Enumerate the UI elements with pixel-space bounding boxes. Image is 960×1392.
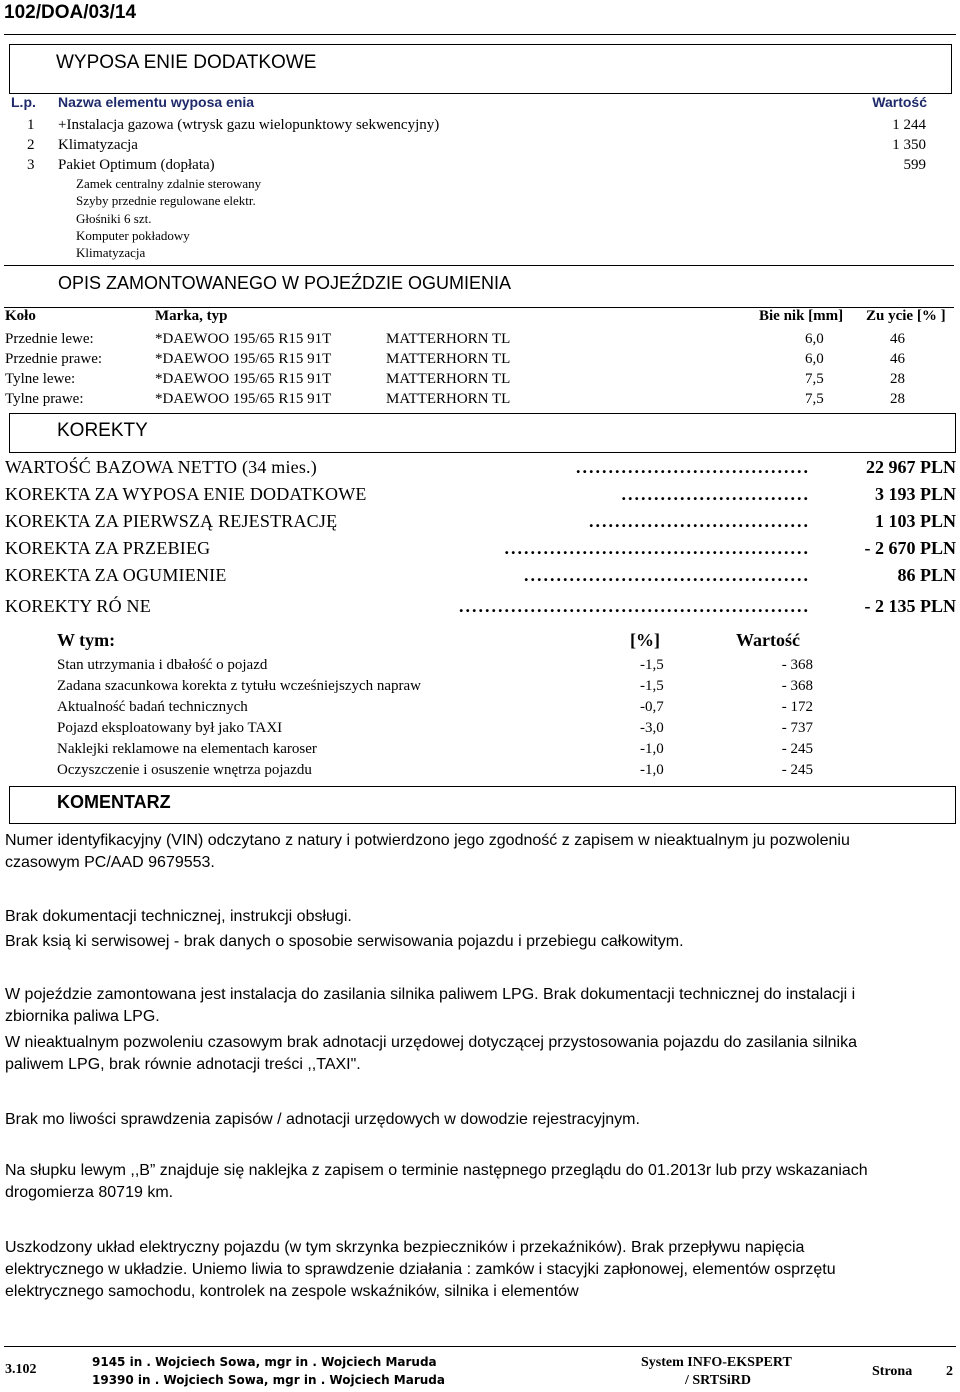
breakdown-label: Zadana szacunkowa korekta z tytułu wcześniejszych napraw	[57, 678, 422, 694]
col-value-header: Wartość	[872, 94, 927, 110]
correction-amount: 22 967 PLN	[866, 457, 956, 477]
package-sub-item: Komputer pokładowy	[76, 228, 190, 243]
breakdown-value: - 172	[781, 699, 813, 715]
table-row	[0, 157, 960, 177]
breakdown-label: Oczyszczenie i osuszenie wnętrza pojazdu	[57, 762, 312, 778]
correction-row	[0, 457, 960, 483]
row-value: 1 350	[892, 137, 926, 153]
document-id: 102/DOA/03/14	[4, 2, 137, 23]
dot-leader: ..................................	[589, 511, 810, 531]
comment-paragraph: Uszkodzony układ elektryczny pojazdu (w tym skrzynka bezpieczników i przekaźników). Brak przepływu napięcia elektrycznego w układzie. Uniemo liwia to sprawdzenie działania : zamków i stacyjki zapłonowej, elementów osprzętu elektrycznego samochodu, kontrolek na zespole wskaźników, silnika i elementów	[5, 1239, 836, 1300]
table-row	[0, 762, 960, 782]
tyre-size: *DAEWOO 195/65 R15 91T	[155, 351, 332, 367]
wheel-position: Przednie lewe:	[5, 331, 94, 347]
wheel-position: Tylne lewe:	[5, 371, 76, 387]
tyre-model: MATTERHORN TL	[386, 351, 511, 367]
correction-amount: - 2 670 PLN	[864, 538, 956, 558]
comment-paragraph: W nieaktualnym pozwoleniu czasowym brak adnotacji urzędowej dotyczącej przystosowania pojazdu do zasilania silnika paliwem LPG, brak równie adnotacji treści ,,TAXI".	[5, 1034, 857, 1073]
correction-amount: 3 193 PLN	[875, 484, 956, 504]
row-number: 1	[27, 117, 35, 133]
breakdown-value: - 245	[781, 741, 813, 757]
package-sub-item: Zamek centralny zdalnie sterowany	[76, 176, 262, 191]
correction-row	[0, 596, 960, 622]
tyres-section-title: OPIS ZAMONTOWANEGO W POJEŹDZIE OGUMIENIA	[58, 273, 512, 293]
correction-amount: - 2 135 PLN	[864, 596, 956, 616]
col-tread-header: Bie nik [mm]	[759, 308, 844, 324]
correction-amount: 1 103 PLN	[875, 511, 956, 531]
comment-paragraph: W pojeździe zamontowana jest instalacja do zasilania silnika paliwem LPG. Brak dokumentacji technicznej do instalacji i zbiornika paliwa LPG.	[5, 986, 856, 1025]
tread-depth: 6,0	[805, 331, 824, 347]
table-row	[0, 741, 960, 761]
correction-label: WARTOŚĆ BAZOWA NETTO (34 mies.)	[5, 457, 317, 477]
footer-authors-line1: 9145 in . Wojciech Sowa, mgr in . Wojciech Maruda	[92, 1355, 437, 1369]
breakdown-value: - 368	[781, 678, 813, 694]
dot-leader: ......................................................	[459, 596, 810, 616]
breakdown-pct: -1,0	[640, 762, 664, 778]
comment-paragraph: Na słupku lewym ,,B” znajduje się naklejka z zapisem o terminie następnego przeglądu do 01.2013r lub przy wskazaniach drogomierza 80719 km.	[5, 1162, 868, 1201]
tread-depth: 7,5	[805, 391, 824, 407]
breakdown-value: - 368	[781, 657, 813, 673]
breakdown-label: Naklejki reklamowe na elementach karoser	[57, 741, 317, 757]
comment-paragraph: Brak dokumentacji technicznej, instrukcji obsługi.	[5, 908, 352, 925]
comment-paragraph: Numer identyfikacyjny (VIN) odczytano z natury i potwierdzono jego zgodność z zapisem w nieaktualnym ju pozwoleniu czasowym PC/AAD 9679553.	[5, 832, 850, 871]
footer-page-number: 2	[946, 1364, 953, 1379]
table-row	[0, 371, 960, 391]
correction-row	[0, 484, 960, 510]
correction-label: KOREKTA ZA WYPOSA ENIE DODATKOWE	[5, 484, 367, 504]
footer-system: System INFO-EKSPERT	[641, 1355, 792, 1370]
col-lp-header: L.p.	[11, 94, 36, 110]
row-description: Pakiet Optimum (dopłata)	[58, 157, 215, 173]
table-row	[0, 657, 960, 677]
row-number: 2	[27, 137, 35, 153]
breakdown-pct: -0,7	[640, 699, 664, 715]
breakdown-label: Pojazd eksploatowany był jako TAXI	[57, 720, 283, 736]
row-number: 3	[27, 157, 35, 173]
breakdown-label: Stan utrzymania i dbałość o pojazd	[57, 657, 268, 673]
header-divider	[4, 34, 956, 35]
correction-row	[0, 565, 960, 591]
dot-leader: ....................................	[576, 457, 810, 477]
breakdown-pct: -1,5	[640, 678, 664, 694]
table-row	[0, 351, 960, 371]
footer-system-sub: / SRTSiRD	[685, 1373, 752, 1388]
comment-paragraph: Brak mo liwości sprawdzenia zapisów / adnotacji urzędowych w dowodzie rejestracyjnym.	[5, 1111, 640, 1128]
corrections-section-box	[9, 413, 956, 453]
col-wheel-header: Koło	[5, 308, 36, 324]
tyre-model: MATTERHORN TL	[386, 331, 511, 347]
breakdown-value: - 245	[781, 762, 813, 778]
correction-label: KOREKTA ZA PRZEBIEG	[5, 538, 211, 558]
package-sub-item: Głośniki 6 szt.	[76, 211, 152, 226]
correction-label: KOREKTA ZA OGUMIENIE	[5, 565, 227, 585]
row-description: Klimatyzacja	[58, 137, 138, 153]
dot-leader: .............................	[621, 484, 810, 504]
package-sub-item: Szyby przednie regulowane elektr.	[76, 193, 256, 208]
table-row	[0, 117, 960, 137]
correction-amount: 86 PLN	[897, 565, 956, 585]
footer-authors-line2: 19390 in . Wojciech Sowa, mgr in . Wojciech Maruda	[92, 1373, 445, 1387]
tread-depth: 6,0	[805, 351, 824, 367]
dot-leader: ............................................	[524, 565, 810, 585]
table-row	[0, 137, 960, 157]
col-name-header: Nazwa elementu wyposa enia	[58, 94, 255, 110]
tyre-wear: 46	[890, 331, 905, 347]
comments-section-title: KOMENTARZ	[57, 792, 171, 812]
correction-label: KOREKTY RÓ NE	[5, 596, 151, 616]
footer-divider	[4, 1346, 956, 1347]
tread-depth: 7,5	[805, 371, 824, 387]
comments-section-box	[9, 786, 956, 824]
tyre-model: MATTERHORN TL	[386, 391, 511, 407]
breakdown-head-pct: [%]	[630, 630, 660, 650]
table-row	[0, 391, 960, 411]
tyre-size: *DAEWOO 195/65 R15 91T	[155, 371, 332, 387]
row-value: 599	[903, 157, 926, 173]
tyre-wear: 46	[890, 351, 905, 367]
table-row	[0, 720, 960, 740]
correction-row	[0, 538, 960, 564]
row-value: 1 244	[892, 117, 926, 133]
correction-row	[0, 511, 960, 537]
col-wear-header: Zu ycie [% ]	[866, 308, 946, 324]
equipment-table-header	[11, 94, 955, 113]
table-row	[0, 678, 960, 698]
table-row	[0, 331, 960, 351]
row-description: +Instalacja gazowa (wtrysk gazu wielopunktowy sekwencyjny)	[58, 117, 440, 133]
correction-label: KOREKTA ZA PIERWSZĄ REJESTRACJĘ	[5, 511, 338, 531]
tyre-wear: 28	[890, 371, 905, 387]
tyre-wear: 28	[890, 391, 905, 407]
corrections-section-title: KOREKTY	[57, 420, 148, 441]
package-sub-item: Klimatyzacja	[76, 245, 146, 260]
equipment-section-box	[9, 44, 952, 94]
footer-version: 3.102	[5, 1362, 37, 1377]
breakdown-label: Aktualność badań technicznych	[57, 699, 248, 715]
table-row	[0, 699, 960, 719]
breakdown-pct: -1,0	[640, 741, 664, 757]
equipment-section-title: WYPOSA ENIE DODATKOWE	[56, 52, 317, 73]
breakdown-pct: -3,0	[640, 720, 664, 736]
dot-leader: ...............................................	[504, 538, 810, 558]
wheel-position: Tylne prawe:	[5, 391, 84, 407]
footer-page-label: Strona	[872, 1364, 913, 1379]
tyre-model: MATTERHORN TL	[386, 371, 511, 387]
col-make-header: Marka, typ	[155, 308, 228, 324]
tyre-size: *DAEWOO 195/65 R15 91T	[155, 331, 332, 347]
breakdown-head-label: W tym:	[57, 630, 116, 650]
tyre-size: *DAEWOO 195/65 R15 91T	[155, 391, 332, 407]
wheel-position: Przednie prawe:	[5, 351, 103, 367]
breakdown-head-value: Wartość	[736, 630, 800, 650]
breakdown-value: - 737	[781, 720, 813, 736]
breakdown-pct: -1,5	[640, 657, 664, 673]
comment-paragraph: Brak ksią ki serwisowej - brak danych o sposobie serwisowania pojazdu i przebiegu całkowitym.	[5, 933, 684, 950]
